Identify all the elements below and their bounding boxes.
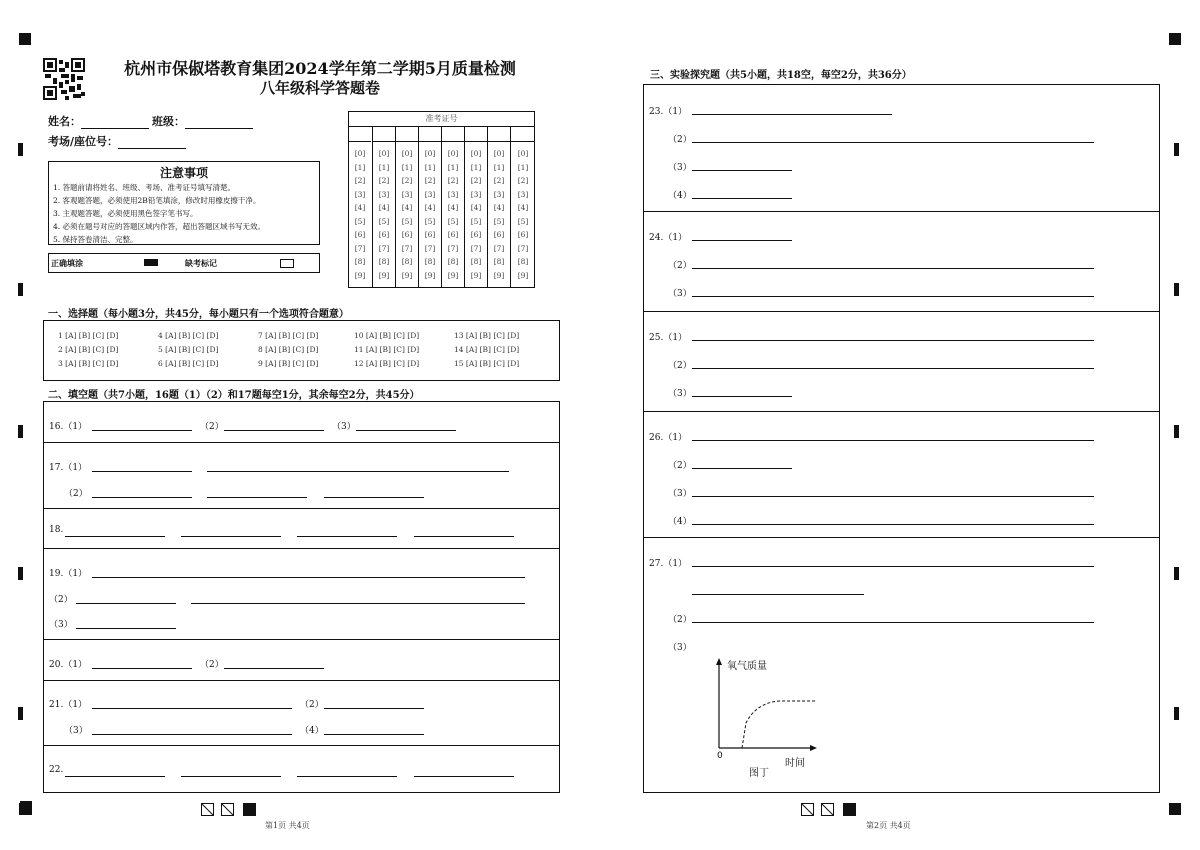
ticket-digit-bubble[interactable]: [1]: [447, 162, 459, 172]
ticket-digit-bubble[interactable]: [5]: [470, 216, 482, 226]
answer-line[interactable]: [692, 594, 864, 595]
ticket-digit-bubble[interactable]: [0]: [470, 149, 482, 158]
choice-item[interactable]: 3 [A] [B] [C] [D]: [58, 359, 119, 368]
ticket-column[interactable]: [510, 127, 535, 287]
ticket-digit-bubble[interactable]: [4]: [401, 203, 413, 212]
ticket-digit-entry[interactable]: [349, 127, 371, 142]
answer-line[interactable]: [324, 708, 424, 709]
choice-item[interactable]: 1 [A] [B] [C] [D]: [58, 331, 119, 340]
ticket-digit-bubble[interactable]: [9]: [378, 270, 390, 280]
page-indicator-icon: [843, 803, 856, 816]
answer-line[interactable]: [191, 603, 525, 604]
ticket-column[interactable]: [372, 127, 395, 287]
choice-item[interactable]: 2 [A] [B] [C] [D]: [58, 345, 119, 354]
answer-line[interactable]: [692, 240, 792, 241]
side-tick: [1174, 283, 1179, 296]
notice-item: 4. 必须在题号对应的答题区域内作答，超出答题区域书写无效。: [53, 222, 266, 231]
answer-line[interactable]: [692, 396, 792, 397]
ticket-digit-bubble[interactable]: [1]: [378, 162, 390, 172]
ticket-digit-bubble[interactable]: [8]: [517, 257, 529, 266]
q27-label: 27.（1）: [649, 559, 688, 569]
ticket-column[interactable]: [349, 127, 371, 287]
side-tick: [18, 143, 23, 156]
ticket-digit-bubble[interactable]: [9]: [470, 270, 482, 280]
ticket-digit-bubble[interactable]: [6]: [354, 230, 366, 239]
ticket-digit-bubble[interactable]: [1]: [401, 162, 413, 172]
answer-line[interactable]: [692, 296, 1094, 297]
notice-item: 3. 主观题答题，必须使用黑色签字笔书写。: [53, 209, 198, 218]
x-axis-arrow-icon: [810, 745, 817, 751]
ticket-digit-bubble[interactable]: [0]: [517, 149, 529, 158]
absent-checkbox[interactable]: [280, 259, 294, 268]
ticket-digit-bubble[interactable]: [3]: [378, 189, 390, 199]
answer-line[interactable]: [692, 524, 1094, 525]
ticket-column[interactable]: [487, 127, 510, 287]
page-indicator-icon: [221, 803, 234, 816]
answer-line[interactable]: [92, 471, 192, 472]
answer-line[interactable]: [297, 776, 397, 777]
side-tick: [1174, 707, 1179, 720]
sheet-title: 杭州市保俶塔教育集团2024学年第二学期5月质量检测: [124, 59, 516, 78]
choice-item[interactable]: 7 [A] [B] [C] [D]: [258, 331, 319, 340]
answer-line[interactable]: [692, 268, 1094, 269]
side-tick: [18, 567, 23, 580]
ticket-digit-bubble[interactable]: [5]: [493, 216, 505, 226]
ticket-digit-bubble[interactable]: [3]: [493, 189, 505, 199]
ticket-digit-bubble[interactable]: [8]: [470, 257, 482, 266]
ticket-digit-bubble[interactable]: [5]: [424, 216, 436, 226]
ticket-digit-bubble[interactable]: [6]: [470, 230, 482, 239]
name-field: 姓名：: [48, 113, 149, 129]
ticket-digit-bubble[interactable]: [3]: [354, 189, 366, 199]
ticket-digit-bubble[interactable]: [4]: [354, 203, 366, 212]
ticket-digit-bubble[interactable]: [2]: [493, 176, 505, 185]
absent-mark-label: 缺考标记: [185, 258, 217, 268]
choice-item[interactable]: 14 [A] [B] [C] [D]: [454, 345, 520, 354]
ticket-digit-bubble[interactable]: [5]: [517, 216, 529, 226]
ticket-digit-bubble[interactable]: [6]: [517, 230, 529, 239]
answer-line[interactable]: [692, 440, 1094, 441]
corner-mark: [1169, 33, 1181, 45]
answer-line[interactable]: [414, 536, 514, 537]
ticket-digit-bubble[interactable]: [8]: [401, 257, 413, 266]
ticket-digit-bubble[interactable]: [8]: [378, 257, 390, 266]
ticket-digit-entry[interactable]: [465, 127, 487, 142]
ticket-digit-bubble[interactable]: [1]: [354, 162, 366, 172]
ticket-number-grid: [348, 111, 535, 288]
answer-line[interactable]: [692, 622, 1094, 623]
graph-caption: 图丁: [749, 768, 769, 779]
answer-line[interactable]: [92, 734, 292, 735]
answer-line[interactable]: [65, 776, 165, 777]
class-field: 班级：: [152, 113, 253, 129]
q26-label: 26.（1）: [649, 433, 688, 443]
ticket-digit-bubble[interactable]: [7]: [447, 243, 459, 253]
ticket-digit-bubble[interactable]: [9]: [401, 270, 413, 280]
choice-item[interactable]: 12 [A] [B] [C] [D]: [354, 359, 420, 368]
page-indicator-icon: [243, 803, 256, 816]
answer-line[interactable]: [692, 340, 1094, 341]
ticket-digit-bubble[interactable]: [3]: [401, 189, 413, 199]
ticket-digit-bubble[interactable]: [1]: [424, 162, 436, 172]
section3-title: 三、实验探究题（共5小题，共18空，每空2分，共36分）: [650, 70, 912, 81]
ticket-digit-bubble[interactable]: [8]: [447, 257, 459, 266]
q22-label: 22.: [49, 765, 64, 775]
ticket-digit-bubble[interactable]: [4]: [378, 203, 390, 212]
answer-line[interactable]: [181, 536, 281, 537]
ticket-digit-bubble[interactable]: [7]: [401, 243, 413, 253]
answer-line[interactable]: [65, 536, 165, 537]
q16-label: 16.（1）: [49, 422, 88, 432]
ticket-digit-bubble[interactable]: [4]: [470, 203, 482, 212]
answer-line[interactable]: [692, 114, 892, 115]
fill-example-box: [48, 253, 320, 273]
ticket-digit-bubble[interactable]: [2]: [354, 176, 366, 185]
sheet-subtitle: 八年级科学答题卷: [259, 79, 380, 97]
ticket-digit-bubble[interactable]: [9]: [424, 270, 436, 280]
ticket-digit-bubble[interactable]: [3]: [447, 189, 459, 199]
side-tick: [18, 283, 23, 296]
answer-line[interactable]: [692, 468, 792, 469]
answer-line[interactable]: [92, 497, 192, 498]
ticket-digit-bubble[interactable]: [8]: [354, 257, 366, 266]
page-indicator-icon: [201, 803, 214, 816]
ticket-digit-bubble[interactable]: [2]: [447, 176, 459, 185]
ticket-digit-bubble[interactable]: [7]: [354, 243, 366, 253]
answer-line[interactable]: [92, 708, 292, 709]
ticket-digit-bubble[interactable]: [1]: [493, 162, 505, 172]
ticket-digit-bubble[interactable]: [6]: [378, 230, 390, 239]
notice-title: 注意事项: [159, 166, 208, 180]
q17-label: 17.（1）: [49, 463, 88, 473]
ticket-digit-bubble[interactable]: [9]: [493, 270, 505, 280]
page1-footer: 第1页 共4页: [265, 821, 310, 830]
qr-code-icon: [43, 58, 85, 100]
ticket-digit-bubble[interactable]: [4]: [424, 203, 436, 212]
answer-line[interactable]: [224, 430, 324, 431]
ticket-digit-bubble[interactable]: [3]: [470, 189, 482, 199]
corner-mark: [1169, 803, 1181, 815]
answer-line[interactable]: [76, 628, 176, 629]
y-axis-arrow-icon: [716, 658, 722, 665]
page-indicator-icon: [821, 803, 834, 816]
ticket-column[interactable]: [395, 127, 418, 287]
answer-line[interactable]: [414, 776, 514, 777]
ticket-digit-bubble[interactable]: [0]: [354, 149, 366, 158]
ticket-digit-bubble[interactable]: [3]: [517, 189, 529, 199]
ticket-digit-bubble[interactable]: [7]: [424, 243, 436, 253]
answer-line[interactable]: [692, 368, 1094, 369]
choice-box: [43, 320, 560, 381]
ticket-digit-bubble[interactable]: [2]: [378, 176, 390, 185]
choice-item[interactable]: 9 [A] [B] [C] [D]: [258, 359, 319, 368]
side-tick: [1174, 425, 1179, 438]
side-tick: [18, 425, 23, 438]
ticket-digit-entry[interactable]: [511, 127, 535, 142]
q24-label: 24.（1）: [649, 233, 688, 243]
ticket-digit-bubble[interactable]: [2]: [401, 176, 413, 185]
choice-item[interactable]: 8 [A] [B] [C] [D]: [258, 345, 319, 354]
answer-line[interactable]: [92, 430, 192, 431]
answer-line[interactable]: [356, 430, 456, 431]
ticket-title: 准考证号: [349, 112, 534, 127]
ticket-digit-bubble[interactable]: [5]: [378, 216, 390, 226]
notice-item: 1. 答题前请将姓名、班级、考场、准考证号填写清楚。: [53, 183, 236, 192]
q21-label: 21.（1）: [49, 700, 88, 710]
notice-box: [48, 161, 320, 245]
ticket-digit-bubble[interactable]: [2]: [424, 176, 436, 185]
name-input-line[interactable]: [81, 116, 149, 129]
ticket-digit-bubble[interactable]: [1]: [517, 162, 529, 172]
ticket-digit-bubble[interactable]: [6]: [424, 230, 436, 239]
dashed-curve: [742, 701, 817, 748]
ticket-digit-entry[interactable]: [488, 127, 510, 142]
ticket-digit-bubble[interactable]: [3]: [424, 189, 436, 199]
ticket-digit-entry[interactable]: [419, 127, 441, 142]
answer-line[interactable]: [224, 668, 324, 669]
correct-fill-label: 正确填涂: [51, 258, 83, 268]
ticket-column[interactable]: [464, 127, 487, 287]
ticket-digit-bubble[interactable]: [9]: [517, 270, 529, 280]
corner-mark: [19, 33, 31, 45]
answer-line[interactable]: [692, 496, 1094, 497]
graph-origin-label: 0: [717, 751, 723, 761]
page2-footer: 第2页 共4页: [866, 821, 911, 830]
ticket-digit-bubble[interactable]: [9]: [447, 270, 459, 280]
answer-line[interactable]: [692, 170, 792, 171]
choice-item[interactable]: 10 [A] [B] [C] [D]: [354, 331, 420, 340]
q20-label: 20.（1）: [49, 660, 88, 670]
page-indicator-icon: [801, 803, 814, 816]
answer-line[interactable]: [92, 668, 192, 669]
side-tick: [18, 707, 23, 720]
ticket-digit-bubble[interactable]: [4]: [517, 203, 529, 212]
answer-line[interactable]: [692, 198, 792, 199]
ticket-digit-bubble[interactable]: [5]: [447, 216, 459, 226]
ticket-digit-bubble[interactable]: [4]: [493, 203, 505, 212]
answer-line[interactable]: [207, 497, 307, 498]
choice-item[interactable]: 15 [A] [B] [C] [D]: [454, 359, 520, 368]
choice-item[interactable]: 4 [A] [B] [C] [D]: [158, 331, 219, 340]
filled-example-icon: [144, 259, 158, 266]
ticket-digit-bubble[interactable]: [6]: [447, 230, 459, 239]
answer-line[interactable]: [692, 566, 1094, 567]
ticket-digit-entry[interactable]: [396, 127, 418, 142]
graph-y-label: 氧气质量: [727, 661, 767, 672]
ticket-digit-bubble[interactable]: [4]: [447, 203, 459, 212]
answer-line[interactable]: [692, 142, 1094, 143]
fill-blank-box: 16.（1） （2） （3） 17.（1） （2） 18. 19.（1） （2） （3） 20.（1） （2） 21.（1） （2） （3） （4） 22.: [43, 401, 560, 793]
ticket-digit-bubble[interactable]: [0]: [493, 149, 505, 158]
side-tick: [1174, 567, 1179, 580]
notice-item: 5. 保持答卷清洁、完整。: [53, 235, 138, 244]
ticket-digit-bubble[interactable]: [7]: [493, 243, 505, 253]
choice-item[interactable]: 6 [A] [B] [C] [D]: [158, 359, 219, 368]
seat-input-line[interactable]: [118, 136, 186, 149]
answer-line[interactable]: [297, 536, 397, 537]
ticket-column[interactable]: [441, 127, 464, 287]
ticket-digit-bubble[interactable]: [2]: [517, 176, 529, 185]
side-tick: [1174, 143, 1179, 156]
choice-item[interactable]: 13 [A] [B] [C] [D]: [454, 331, 520, 340]
ticket-digit-bubble[interactable]: [9]: [354, 270, 366, 280]
ticket-digit-bubble[interactable]: [1]: [470, 162, 482, 172]
q23-label: 23.（1）: [649, 107, 688, 117]
notice-item: 2. 客观题答题，必须使用2B铅笔填涂，修改时用橡皮擦干净。: [53, 196, 261, 205]
ticket-digit-bubble[interactable]: [5]: [354, 216, 366, 226]
experiment-box: 23.（1） （2） （3） （4） 24.（1） （2） （3） 25.（1） （2） （3） 26.（1） （2） （3） （4） 27.（1） （2） （3） 氧气质量 0 时间 图丁: [643, 84, 1160, 793]
q25-label: 25.（1）: [649, 333, 688, 343]
answer-line[interactable]: [76, 603, 176, 604]
section1-title: 一、选择题（每小题3分，共45分，每小题只有一个选项符合题意）: [48, 309, 349, 320]
ticket-digit-bubble[interactable]: [7]: [517, 243, 529, 253]
ticket-digit-bubble[interactable]: [0]: [424, 149, 436, 158]
ticket-digit-entry[interactable]: [442, 127, 464, 142]
ticket-digit-bubble[interactable]: [7]: [378, 243, 390, 253]
ticket-digit-bubble[interactable]: [8]: [493, 257, 505, 266]
class-input-line[interactable]: [185, 116, 253, 129]
q19-label: 19.（1）: [49, 569, 88, 579]
ticket-digit-bubble[interactable]: [5]: [401, 216, 413, 226]
answer-line[interactable]: [207, 471, 509, 472]
ticket-digit-bubble[interactable]: [6]: [401, 230, 413, 239]
ticket-digit-bubble[interactable]: [2]: [470, 176, 482, 185]
q18-label: 18.: [49, 525, 64, 535]
ticket-digit-entry[interactable]: [373, 127, 395, 142]
answer-line[interactable]: [324, 734, 424, 735]
ticket-digit-bubble[interactable]: [8]: [424, 257, 436, 266]
graph-x-label: 时间: [785, 758, 805, 769]
ticket-digit-bubble[interactable]: [7]: [470, 243, 482, 253]
ticket-digit-bubble[interactable]: [0]: [447, 149, 459, 158]
seat-field: 考场/座位号：: [48, 133, 186, 149]
answer-line[interactable]: [92, 577, 525, 578]
ticket-digit-bubble[interactable]: [0]: [401, 149, 413, 158]
choice-item[interactable]: 5 [A] [B] [C] [D]: [158, 345, 219, 354]
ticket-digit-bubble[interactable]: [0]: [378, 149, 390, 158]
answer-line[interactable]: [324, 497, 424, 498]
section2-title: 二、填空题（共7小题，16题（1）（2）和17题每空1分，其余每空2分，共45分）: [48, 390, 420, 401]
answer-line[interactable]: [181, 776, 281, 777]
choice-item[interactable]: 11 [A] [B] [C] [D]: [354, 345, 420, 354]
ticket-column[interactable]: [418, 127, 441, 287]
corner-mark: [20, 801, 32, 815]
ticket-digit-bubble[interactable]: [6]: [493, 230, 505, 239]
